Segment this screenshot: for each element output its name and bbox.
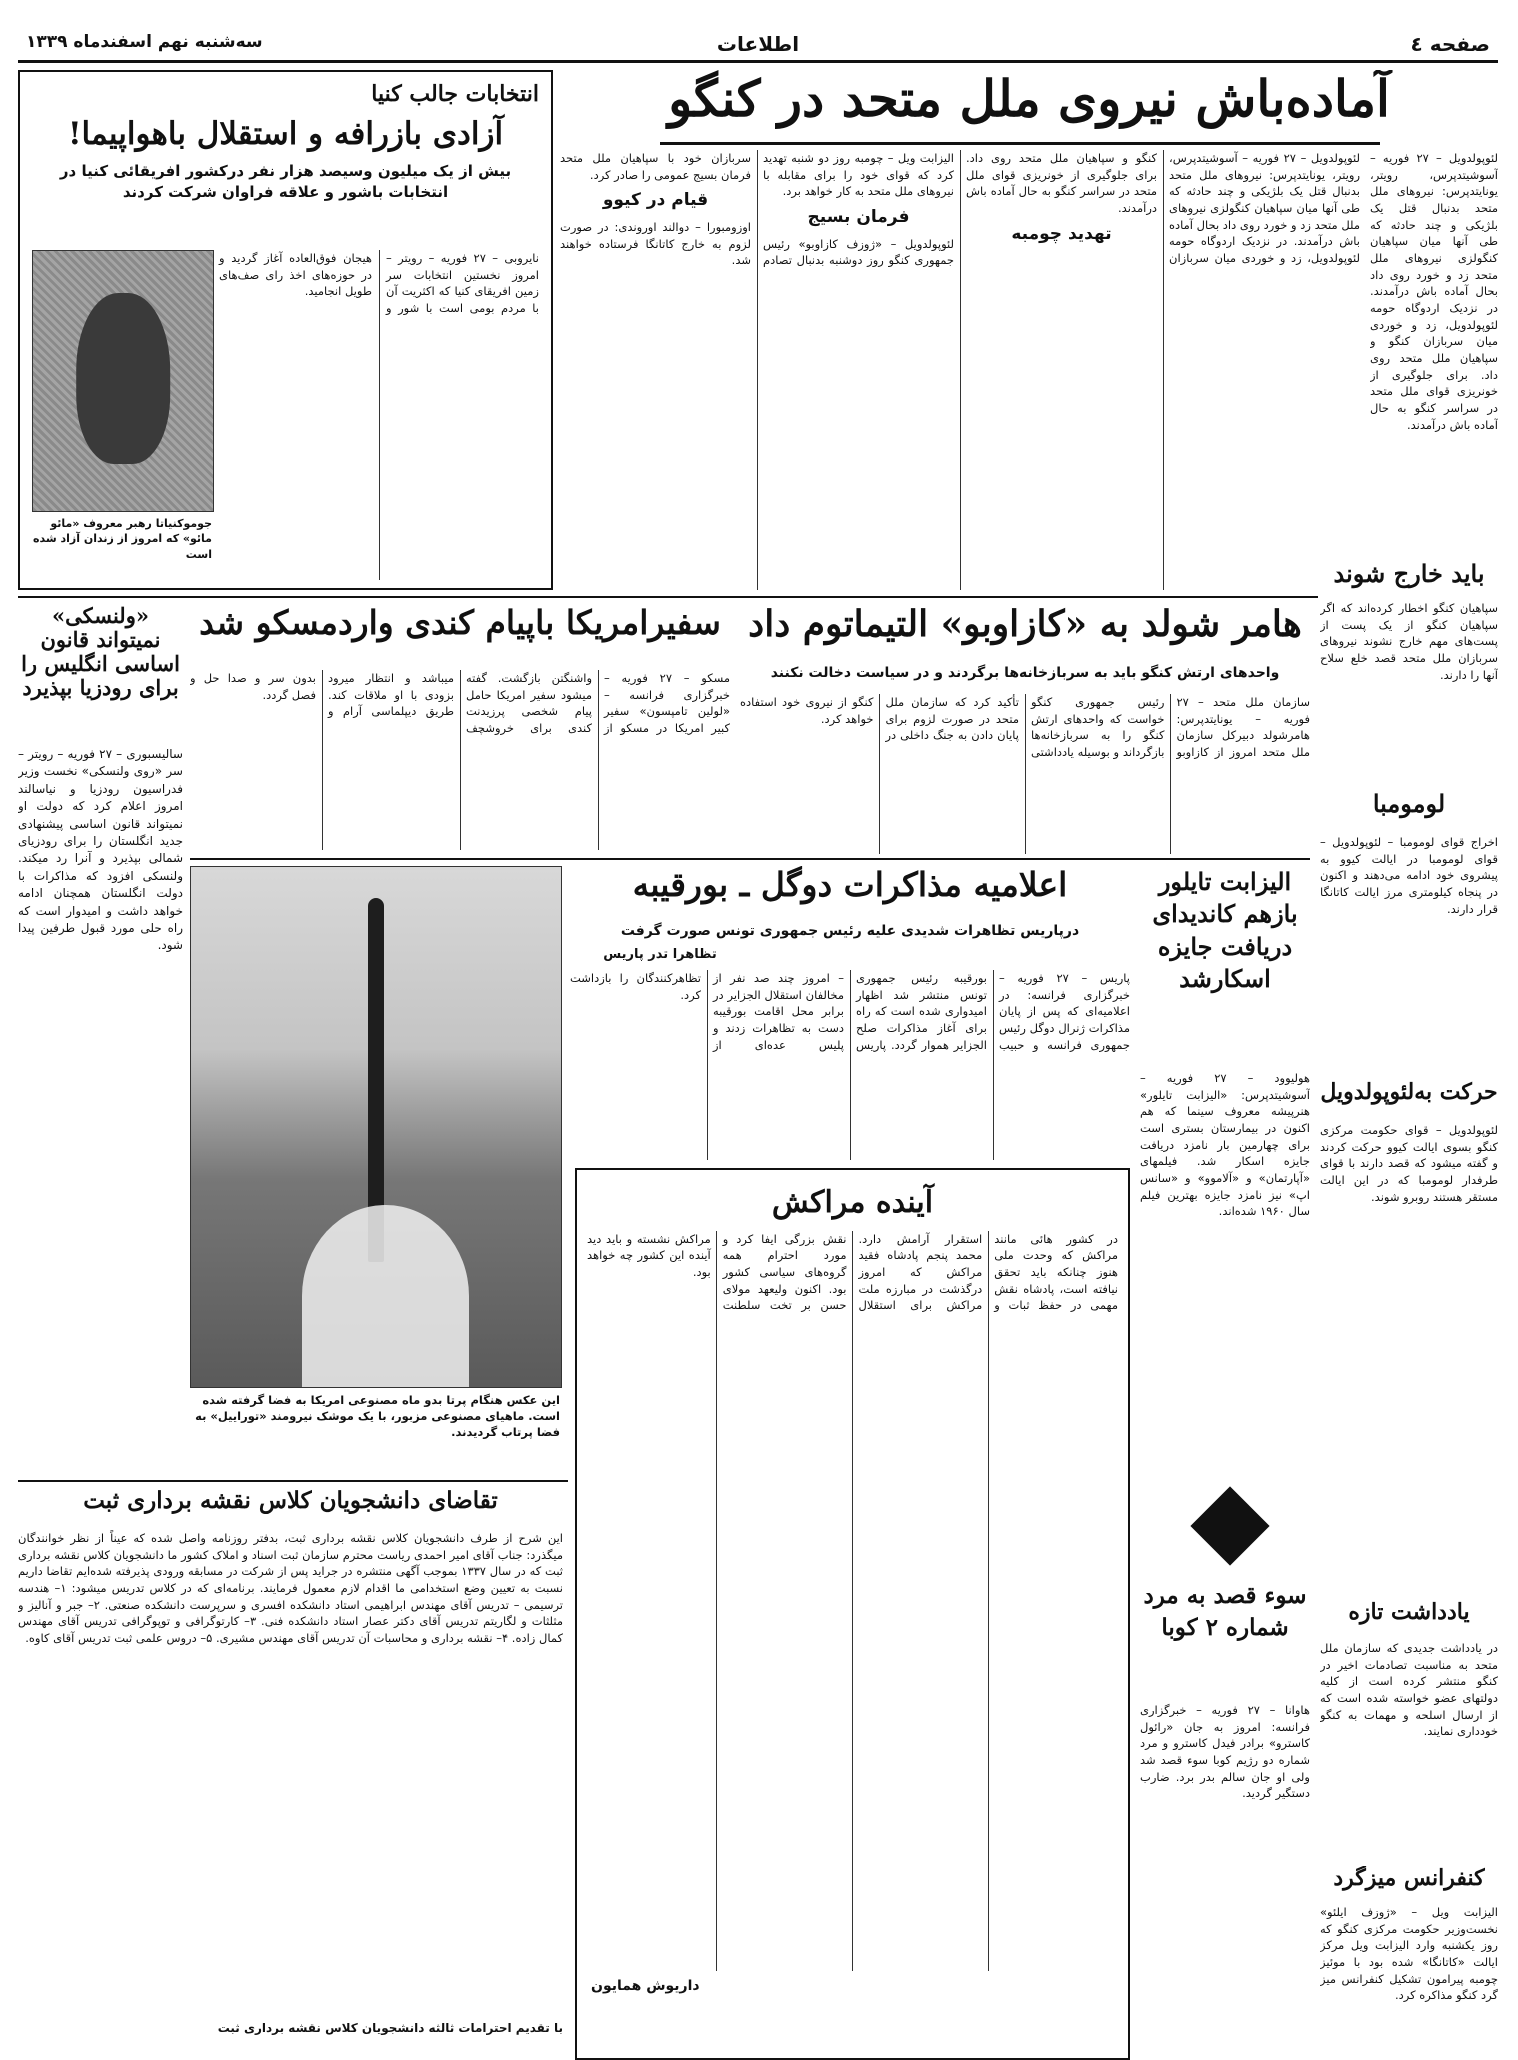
congo-sub-threat: تهدید چومبه	[1011, 223, 1112, 244]
congo-body-4: الیزابت ویل – چومبه روز دو شنبه تهدید کرد که قوای خود را برای مقابله با نیروهای ملل متحد به کار خواهد برد.	[763, 151, 954, 199]
hammarskjold-body	[740, 694, 1310, 854]
issue-date: سه‌شنبه نهم اسفندماه ۱۳۳۹	[26, 32, 263, 52]
students-headline: تقاضای دانشجویان کلاس نقشه برداری ثبت	[83, 1488, 498, 1514]
congo-body-2: سپاهیان کنگو اخطار کرده‌اند که اگر سپاهیان کنگو از یک پست از پست‌های مهم خارج نشوند نیروهای سربازان ملل متحد قصد خلع سلاح آنها را دارند.	[1320, 601, 1498, 682]
section-rule-1	[18, 596, 1318, 598]
assassination-headline-box	[1140, 1580, 1310, 1700]
morocco-signature: داریوش همایون	[591, 1977, 700, 1994]
kenyatta-caption: جوموکنیاتا رهبر معروف «مائو مائو» که امروز از زندان آزاد شده است	[33, 517, 212, 561]
congo-headline-rule	[660, 142, 1380, 145]
kenyatta-face	[76, 293, 170, 465]
congo-exit-body	[1320, 600, 1498, 780]
congo-sub-mobilize: فرمان بسیج	[807, 207, 910, 228]
congo-sub-exit: باید خارج شوند	[1333, 560, 1485, 588]
conference-headline-box	[1320, 1866, 1498, 1902]
degaulle-body	[570, 970, 1130, 1160]
students-body	[18, 1530, 563, 2025]
congo-side-text: لئوپولدویل – ۲۷ فوریه – آسوشیتدپرس، رویتر، یونایتدپرس: نیروهای ملل متحد بدنبال قتل یک بلژیکی و چند حادثه که طی آنها میان سپاهیان کنگولزی نیروهای ملل متحد زد و خورد روی داد بحال آماده باش درآمدند. در نزدیک اردوگاه حومه لئوپولدویل، زد و خوردی میان سربازان کنگو و سپاهیان ملل متحد روی داد. برای جلوگیری از خونریزی قوای ملل متحد در سراسر کنگو به حال آماده باش درآمدند.	[1370, 151, 1498, 432]
section-rule-2	[190, 858, 1310, 860]
leopoldville-headline: حرکت به‌لئوپولدویل	[1320, 1080, 1498, 1105]
congo-body-1: لئوپولدویل – ۲۷ فوریه – آسوشیتدپرس، رویتر، یونایتدپرس: نیروهای ملل متحد بدنبال قتل یک بلژیکی و چند حادثه که طی آنها میان سپاهیان کنگولزی نیروهای ملل متحد زد و خورد روی داد بحال آماده باش درآمدند. در نزدیک اردوگاه حومه لئوپولدویل، زد و خوردی میان سربازان کنگو و سپاهیان ملل متحد روی داد. برای جلوگیری از خونریزی قوای ملل متحد در سراسر کنگو به حال آماده باش درآمدند.	[966, 151, 1360, 266]
ambassador-headline: سفیرامریکا باپیام کندی واردمسکو شد	[199, 604, 721, 642]
degaulle-headline-box	[570, 866, 1130, 922]
rocket-caption: این عکس هنگام پرتا بدو ماه مصنوعی امریکا به فضا گرفته شده است. ماهیای مصنوعی مزبور، با یک موشک نیرومند «توراییل» به فضا پرتاب گردیدند.	[195, 1393, 560, 1440]
assassination-headline: سوء قصد به مرد شماره ۲ کوبا	[1143, 1582, 1307, 1642]
hammarskjold-body-text: سازمان ملل متحد – ۲۷ فوریه – یونایتدپرس: هامرشولد دبیرکل سازمان ملل متحد امروز از کازاوبو رئیس جمهوری کنگو خواست که واحدهای ارتش کنگو را به سربازخانه‌ها بازگرداند و بوسیله یادداشتی تأکید کرد که سازمان ملل متحد در صورت لزوم برای پایان دادن به جنگ داخلی در کنگو از نیروی خود استفاده خواهد کرد.	[740, 695, 1310, 760]
hammarskjold-headline-box	[740, 604, 1310, 664]
memoir-headline-box	[1320, 1600, 1498, 1636]
congo-body-3: اوزومبورا – دوالند اوروندی: در صورت لزوم به خارج کاتانگا فرستاده خواهند شد.	[560, 220, 751, 268]
conference-body	[1320, 1904, 1498, 2044]
conference-body-text: الیزابت ویل – «ژوزف ایلئو» نخست‌وزیر حکومت مرکزی کنگو که روز یکشنبه وارد الیزابت ویل مرکز ایالت «کاتانگا» شده بود با موئیز چومبه پیرامون تشکیل کنفرانس میز گرد کنگو مذاکره کرد.	[1320, 1905, 1498, 2003]
morocco-headline: آینده مراکش	[771, 1185, 934, 1220]
kenya-body	[219, 250, 539, 580]
welensky-body	[18, 746, 183, 1476]
kenya-body-text: نایروبی – ۲۷ فوریه – رویتر – امروز نخستین انتخابات سر زمین افریقای کنیا که اکثریت آن با مردم بومی است با شور و هیجان فوق‌العاده آغاز گردید و در حوزه‌های اخذ رای صف‌های طویل انجامید.	[219, 251, 539, 316]
degaulle-subhead: تظاهرا تدر پاریس	[603, 947, 717, 962]
welensky-body-text: سالیسبوری – ۲۷ فوریه – رویتر – سر «روی ولنسکی» نخست وزیر فدراسیون رودزیا و نیاسالند امروز اعلام کرد که دولت او نمیتواند قانون اساسی پیشنهادی جدید انگلستان را برای رودزیای شمالی بپذیرد و آنرا رد میکند. ولنسکی افزود که مذاکرات با دولت انگلستان همچنان ادامه خواهد داشت و امیدوار است که راه حلی مورد قبول طرفین پیدا شود.	[18, 747, 183, 953]
ambassador-body	[190, 670, 730, 850]
congo-headline: آماده‌باش نیروی ملل متحد در کنگو	[668, 70, 1390, 128]
taylor-body	[1140, 1070, 1310, 1400]
lumumba-body-text: اخراج قوای لومومبا – لئوپولدویل – قوای لومومبا در ایالت کیوو به پیشروی خود ادامه می‌دهند و اکنون در پنجاه کیلومتری مرز ایالت کاتانگا قرار دارند.	[1320, 835, 1498, 916]
rocket-photo	[190, 866, 562, 1388]
memoir-headline: یادداشت تازه	[1348, 1600, 1470, 1625]
congo-article-body	[560, 150, 1360, 590]
kenya-box	[18, 70, 553, 590]
assassination-body-text: هاوانا – ۲۷ فوریه – خبرگزاری فرانسه: امروز به جان «رائول کاسترو» برادر فیدل کاسترو و مرد شماره دو رژیم کوبا سوء قصد شد ولی او جان سالم بدر برد. ضارب دستگیر گردید.	[1140, 1703, 1310, 1801]
degaulle-body-text: پاریس – ۲۷ فوریه – خبرگزاری فرانسه: در اعلامیه‌ای که پس از پایان مذاکرات ژنرال دوگل رئیس جمهوری فرانسه و حبیب بورقیبه رئیس جمهوری تونس منتشر شد اظهار امیدواری شده است که راه برای آغاز مذاکرات صلح الجزایر هموار گردد. پاریس – امروز چند صد نفر از مخالفان استقلال الجزایر در برابر محل اقامت بورقیبه دست به تظاهرات زدند و پلیس عده‌ای از تظاهرکنندگان را بازداشت کرد.	[570, 971, 1130, 1052]
ambassador-body-text: مسکو – ۲۷ فوریه – خبرگزاری فرانسه – «لولین تامپسون» سفیر کبیر امریکا در مسکو از واشنگتن بازگشت. گفته میشود سفیر امریکا حامل پیام شخصی پرزیدنت کندی برای خروشچف میباشد و انتظار میرود بزودی با او ملاقات کند. طریق دیپلماسی آرام و بدون سر و صدا حل و فصل گردد.	[190, 671, 730, 736]
congo-side-column	[1370, 150, 1498, 590]
kenyatta-photo	[32, 250, 214, 512]
taylor-headline: الیزابت تایلور بازهم کاندیدای دریافت جایزه اسکارشد	[1152, 867, 1298, 994]
leopoldville-body-text: لئوپولدویل – قوای حکومت مرکزی کنگو بسوی ایالت کیوو حرکت کردند و گفته میشود که قصد دارند با قوای طرفدار لومومبا که در این ایالت مستقر هستند روبرو شوند.	[1320, 1123, 1498, 1204]
conference-headline: کنفرانس میزگرد	[1333, 1866, 1485, 1891]
morocco-body-text: در کشور هائی مانند مراکش که وحدت ملی هنوز چنانکه باید تحقق نیافته است، پادشاه نقش مهمی در حفظ ثبات و استقرار آرامش دارد. محمد پنجم پادشاه فقید مراکش که امروز درگذشت در مبارزه ملت مراکش برای استقلال نقش بزرگی ایفا کرد و مورد احترام همه گروه‌های سیاسی کشور بود. اکنون ولیعهد مولای حسن بر تخت سلطنت مراکش نشسته و باید دید آینده این کشور چه خواهد بود.	[587, 1231, 1118, 1313]
taylor-body-text: هولیوود – ۲۷ فوریه – آسوشیتدپرس: «الیزابت تایلور» هنرپیشه معروف سینما که هم اکنون در بیمارستان بستری است برای چهارمین بار نامزد دریافت جایزه اسکار شد. فیلمهای «آپارتمان» و «آلاموو» و «سانس اپ» نیز نامزد جایزه بهترین فیلم سال ۱۹۶۰ شده‌اند.	[1140, 1071, 1310, 1219]
congo-body-5: لئوپولدویل – «ژوزف کازاوبو» رئیس جمهوری کنگو روز دوشنبه بدنبال تصادم سربازان خود با سپاهیان ملل متحد فرمان بسیج عمومی را صادر کرد.	[560, 151, 954, 268]
morocco-body	[577, 1231, 1128, 1971]
students-headline-box	[18, 1488, 563, 1528]
hammarskjold-lead: واحدهای ارتش کنگو باید به سربازخانه‌ها برگردند و در سیاست دخالت نکنند	[770, 665, 1280, 681]
leopoldville-body	[1320, 1122, 1498, 1462]
welensky-headline-box	[18, 604, 183, 744]
morocco-box	[575, 1168, 1130, 2060]
kenya-kicker: انتخابات جالب کنیا	[371, 81, 539, 107]
students-body-text: این شرح از طرف دانشجویان کلاس نقشه برداری ثبت، بدفتر روزنامه واصل شده که عیناً از نظر خوانندگان میگذرد: جناب آقای امیر احمدی ریاست محترم سازمان ثبت اسناد و املاک کشور ما دانشجویان کلاس نقشه برداری ثبت که در سال ۱۳۳۷ بموجب آگهی منتشره در جراید پس از شرکت در مسابقه ورودی پذیرفته شده‌ایم تقاضا داریم نسبت به تعیین وضع استخدامی ما اقدام لازم معمول فرمایند. برنامه‌ای که در کلاس تدریس میشود: ۱– هندسه ترسیمی – تدریس آقای مهندس ابراهیمی استاد دانشکده افسری و سرپرست دانشکده صنعتی. ۲– جبر و آنالیز و مثلثات و لگاریتم تدریس آقای دکتر عصار استاد دانشکده فنی. ۳– کارتوگرافی و توپوگرافی تدریس آقای مهندس کمال زاده. ۴– نقشه برداری و محاسبات آن تدریس آقای مهندس مشیری. ۵– دروس علمی ثبت تدریس آقای کاوه.	[18, 1531, 563, 1646]
masthead	[18, 28, 1498, 58]
degaulle-lead: درپاریس تظاهرات شدیدی علیه رئیس جمهوری تونس صورت گرفت	[620, 923, 1080, 939]
kenya-headline: آزادی بازرافه و استقلال باهواپیما!	[67, 116, 504, 153]
degaulle-headline: اعلامیه مذاکرات دوگل ـ بورقیبه	[632, 866, 1068, 904]
welensky-headline: «ولنسکی» نمیتواند قانون اساسی انگلیس را برای رودزیا بپذیرد	[21, 604, 180, 701]
section-rule-3	[18, 1480, 568, 1482]
paper-name: اطلاعات	[716, 32, 800, 56]
masthead-rule	[18, 60, 1498, 63]
kenya-lead: بیش از یک میلیون وسیصد هزار نفر درکشور افریقائی کنیا در انتخابات باشور و علاقه فراوان شرکت کردند	[59, 161, 512, 201]
taylor-headline-box	[1140, 866, 1310, 1066]
ambassador-headline-box	[190, 604, 730, 664]
lumumba-headline-box	[1320, 790, 1498, 830]
hammarskjold-headline: هامر شولد به «کازاوبو» التیماتوم داد	[748, 604, 1302, 645]
lumumba-body	[1320, 834, 1498, 1074]
congo-headline-box	[560, 70, 1498, 136]
rocket-smoke	[302, 1205, 469, 1387]
lumumba-headline: لومومبا	[1372, 790, 1446, 818]
students-signature: با تقدیم احترامات ثالثه دانشجویان کلاس نقشه برداری ثبت	[217, 2021, 563, 2035]
congo-sub-kivu: قیام در کیوو	[602, 190, 709, 211]
congo-sub-exit-box	[1320, 560, 1498, 600]
assassination-body	[1140, 1702, 1310, 2032]
diamond-ornament	[1190, 1486, 1269, 1565]
memoir-body	[1320, 1640, 1498, 1860]
leopoldville-headline-box	[1320, 1080, 1498, 1120]
memoir-body-text: در یادداشت جدیدی که سازمان ملل متحد به مناسبت تصادمات اخیر در کنگو منتشر کرده است از کلیه دولتهای عضو خواسته شده است که از ارسال اسلحه و مهمات به کنگو خودداری نمایند.	[1320, 1641, 1498, 1739]
page-number: صفحه ٤	[1410, 32, 1490, 56]
